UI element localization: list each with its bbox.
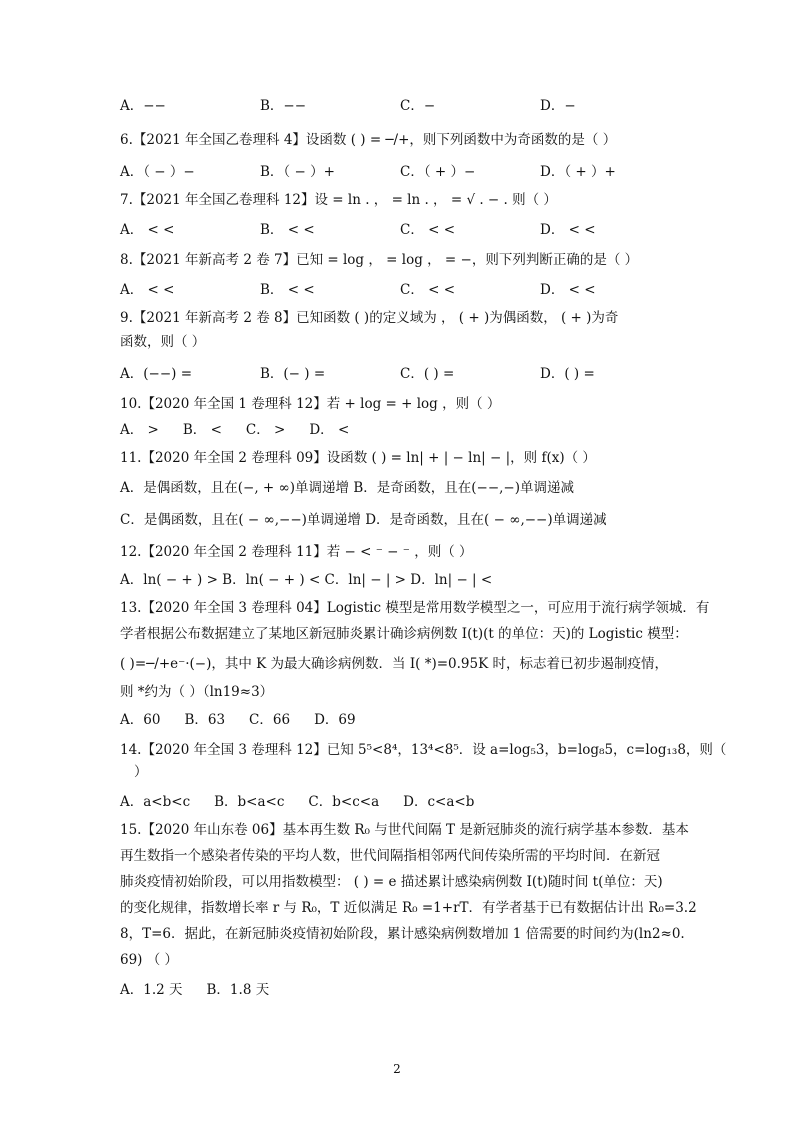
answer-options: [120, 364, 694, 384]
answer-option: B． <: [182, 422, 222, 438]
answer-option: B． < <: [260, 222, 315, 238]
answer-option: C．66: [249, 712, 291, 728]
question-text-line: 再生数指一个感染者传染的平均人数，世代间隔指相邻两代间传染所需的平均时间．在新冠: [120, 848, 660, 864]
page-number: 2: [393, 1062, 401, 1076]
answer-options: [120, 420, 694, 440]
question-text-line: ( )=─/+e⁻·(−)，其中 K 为最大确诊病例数．当 I( *)=0.95K 时，标志着已初步遏制疫情，: [120, 656, 668, 672]
question-text-line: 学者根据公布数据建立了某地区新冠肺炎累计确诊病例数 I(t)(t 的单位：天)的 Logistic 模型：: [120, 626, 688, 642]
answer-option: A． < <: [120, 282, 175, 298]
answer-option: C．( ) =: [400, 366, 455, 382]
question-text-line: 15.【2020 年山东卷 06】基本再生数 R₀ 与世代间隔 T 是新冠肺炎的流行病学基本参数．基本: [120, 822, 689, 838]
answer-option: A．−−: [120, 98, 166, 114]
answer-option: A． < <: [120, 222, 175, 238]
answer-option: D．( ) =: [540, 366, 595, 382]
question-text-line: 肺炎疫情初始阶段，可以用指数模型： ( ) = e 描述累计感染病例数 I(t)随时间 t(单位：天): [120, 874, 663, 890]
answer-option: A．1.2 天: [120, 982, 183, 998]
answer-option: D． < <: [540, 282, 596, 298]
answer-options: [120, 220, 694, 240]
answer-option: B．b<a<c: [214, 794, 285, 810]
question-text-line: 13.【2020 年全国 3 卷理科 04】Logistic 模型是常用数学模型之一，可应用于流行病学领城．有: [120, 600, 710, 616]
question-text-line: 则 *约为（ ）（ln19≈3）: [120, 684, 274, 700]
question-text-line: 69) （ ）: [120, 952, 179, 968]
answer-option: D．−: [540, 98, 576, 114]
question-text-line: C．是偶函数，且在( − ∞,−−)单调递增 D．是奇函数，且在( − ∞,−−)单调递减: [120, 512, 607, 528]
answer-option: C．（ + ）−: [400, 164, 476, 180]
question-text-line: 10.【2020 年全国 1 卷理科 12】若 + log = + log ，则（ ）: [120, 396, 501, 412]
answer-option: A．（ − ）−: [120, 164, 195, 180]
answer-options: [120, 96, 694, 116]
question-text-line: 8.【2021 年新高考 2 卷 7】已知 = log ， = log ， = −，则下列判断正确的是（ ）: [120, 252, 639, 268]
question-text-line: 7.【2021 年全国乙卷理科 12】设 = ln . ， = ln . ， = √ . − . 则（ ）: [120, 192, 557, 208]
answer-option: D．c<a<b: [403, 794, 475, 810]
answer-option: C．−: [400, 98, 436, 114]
answer-option: A．(−−) =: [120, 366, 193, 382]
question-text-line: 11.【2020 年全国 2 卷理科 09】设函数 ( ) = ln| + | − ln| − |，则 f(x)（ ）: [120, 450, 596, 466]
question-text-line: A．ln( − + ) > B．ln( − + ) < C．ln| − | > D．ln| − | <: [120, 572, 493, 588]
question-text-line: 的变化规律，指数增长率 r 与 R₀，T 近似满足 R₀ =1+rT．有学者基于已有数据估计出 R₀=3.2: [120, 900, 697, 916]
answer-options: [120, 710, 694, 730]
answer-options: [120, 162, 694, 182]
question-text-line: 12.【2020 年全国 2 卷理科 11】若 − < ⁻ − ⁻ ，则（ ）: [120, 544, 473, 560]
question-text-line: ）: [134, 764, 148, 780]
answer-option: A．a<b<c: [120, 794, 191, 810]
answer-option: B．1.8 天: [206, 982, 270, 998]
answer-option: C． < <: [400, 222, 456, 238]
answer-option: D． < <: [540, 222, 596, 238]
answer-options: [120, 280, 694, 300]
answer-option: B． < <: [260, 282, 315, 298]
answer-option: D．69: [314, 712, 356, 728]
answer-option: B．（ − ）+: [260, 164, 335, 180]
answer-option: B．63: [184, 712, 226, 728]
question-text-line: 14.【2020 年全国 3 卷理科 12】已知 5⁵<8⁴，13⁴<8⁵．设 a=log₅3，b=log₈5，c=log₁₃8，则（: [120, 742, 727, 758]
question-text-line: 8，T=6．据此，在新冠肺炎疫情初始阶段，累计感染病例数增加 1 倍需要的时间约为(ln2≈0.: [120, 926, 685, 942]
answer-option: D． <: [309, 422, 350, 438]
question-text-line: 9.【2021 年新高考 2 卷 8】已知函数 ( )的定义域为 ， ( + )为偶函数， ( + )为奇: [120, 310, 619, 326]
answer-option: C． < <: [400, 282, 456, 298]
answer-option: D．（ + ）+: [540, 164, 616, 180]
answer-option: C． >: [245, 422, 286, 438]
answer-option: A． >: [120, 422, 159, 438]
answer-option: A．60: [120, 712, 161, 728]
answer-options: [120, 792, 694, 812]
answer-option: B．(− ) =: [260, 366, 326, 382]
answer-option: C．b<c<a: [308, 794, 380, 810]
question-text-line: 函数，则（ ）: [120, 334, 206, 350]
answer-option: B．−−: [260, 98, 307, 114]
question-text-line: 6.【2021 年全国乙卷理科 4】设函数 ( ) = ─/+，则下列函数中为奇函数的是（ ）: [120, 132, 617, 148]
answer-options: [120, 980, 694, 1000]
question-text-line: A．是偶函数，且在(−, + ∞)单调递增 B．是奇函数，且在(−−,−)单调递减: [120, 480, 574, 496]
